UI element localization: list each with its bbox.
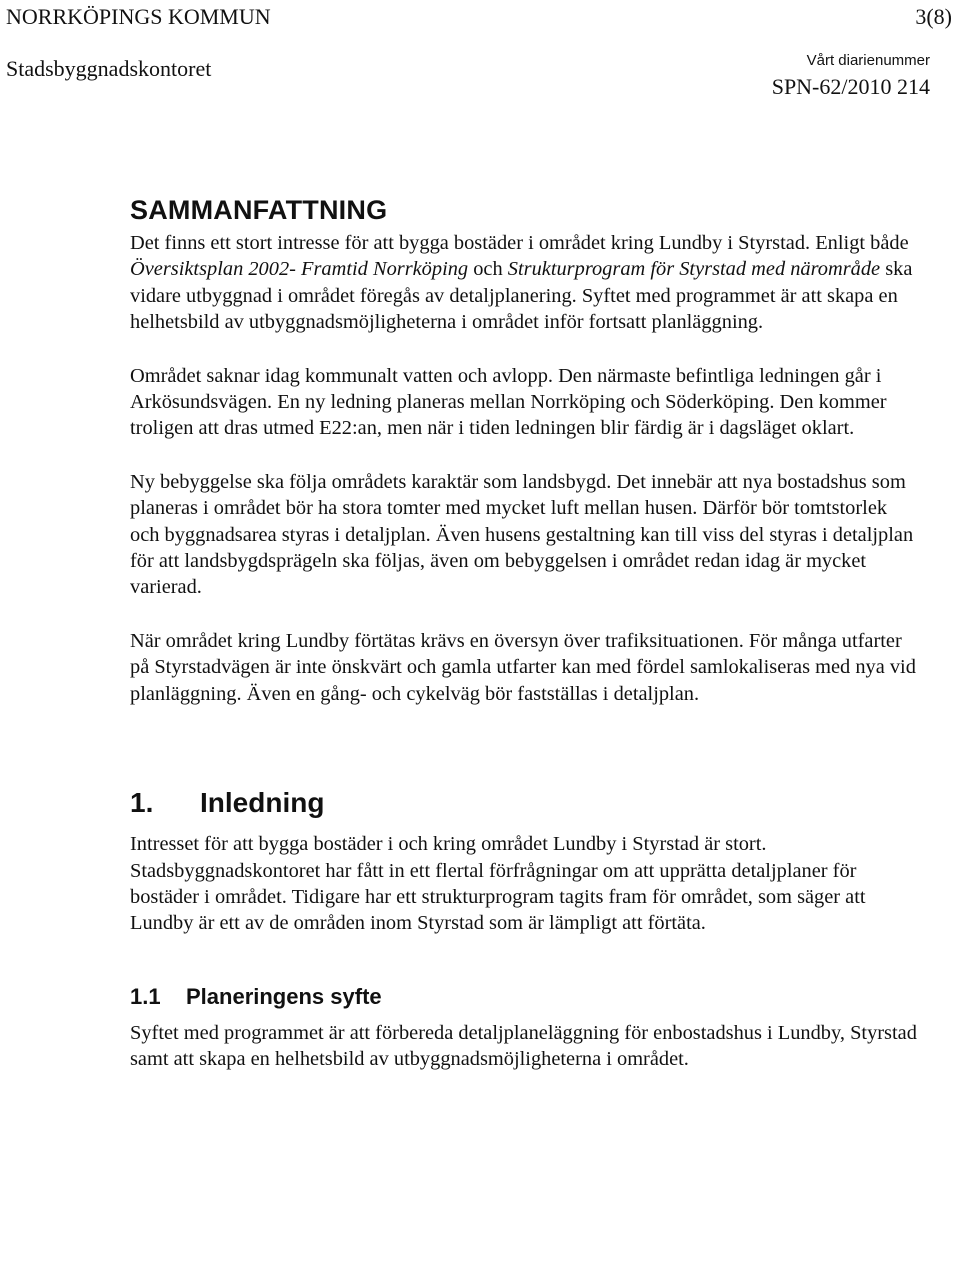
subsection-number: 1.1: [130, 983, 161, 1009]
diary-number-label: Vårt diarienummer: [806, 52, 930, 69]
summary-p1-text-a: Det finns ett stort intresse för att bygga bostäder i området kring Lundby i Styrstad. Enligt både: [130, 232, 909, 254]
inledning-paragraph: Intresset för att bygga bostäder i och kring området Lundby i Styrstad är stort. Stadsbyggnadskontoret har fått in ett flertal förfrågningar om att upprätta detaljplaner för bostäder i området. Tidigare har ett strukturprogram tagits fram för området, som säger att Lundby är ett av de områden inom Styrstad som är lämpligt att förtäta.: [130, 833, 866, 935]
summary-heading: SAMMANFATTNING: [130, 195, 388, 225]
summary-paragraph-1: [130, 230, 920, 336]
section-number: 1.: [130, 787, 154, 819]
subsection-title: Planeringens syfte: [186, 983, 382, 1009]
document-body: [130, 190, 920, 1073]
summary-p1-text-b: och: [468, 258, 508, 281]
summary-p1-text-c: ska vidare utbyggnad i området föregås av detaljplanering. Syftet med programmet är att skapa en helhetsbild av utbyggnadsmöjligheterna i området inför fortsatt planläggning.: [130, 258, 913, 334]
summary-paragraph-4: När området kring Lundby förtätas krävs en översyn över trafiksituationen. För många utfarter på Styrstadvägen är inte önskvärt och gamla utfarter kan med fördel samlokaliseras med nya vid planläggning. Även en gång- och cykelväg bör fastställas i detaljplan.: [130, 629, 916, 705]
planeringens-syfte-paragraph: Syftet med programmet är att förbereda detaljplaneläggning för enbostadshus i Lundby, Styrstad samt att skapa en helhetsbild av utbyggnadsmöjligheterna i området.: [130, 1021, 917, 1071]
diary-number: SPN-62/2010 214: [771, 74, 930, 99]
section-heading-inledning: [130, 785, 920, 821]
plan-title-strukturprogram: Strukturprogram för Styrstad med närområde: [507, 258, 881, 281]
section-title: Inledning: [200, 787, 325, 819]
organization-name: NORRKÖPINGS KOMMUN: [6, 4, 271, 29]
office-name: Stadsbyggnadskontoret: [6, 56, 212, 81]
summary-paragraph-3: Ny bebyggelse ska följa områdets karaktär som landsbygd. Det innebär att nya bostadshus som planeras i området bör ha stora tomter med mycket luft mellan husen. Därför bör tomtstorlek och byggnadsarea styras i detaljplan. Även husens gestaltning kan till viss del styras i detaljplan för att landsbygdsprägeln ska följas, även om bebyggelsen i området redan idag är mycket varierad.: [130, 470, 914, 599]
plan-title-oversiktsplan: Översiktsplan 2002- Framtid Norrköping: [130, 258, 469, 281]
summary-paragraph-2: Området saknar idag kommunalt vatten och avlopp. Den närmaste befintliga ledningen går i Arkösundsvägen. En ny ledning planeras mellan Norrköping och Söderköping. Den kommer troligen att dras utmed E22:an, men när i tiden ledningen blir färdig är i dagsläget oklart.: [130, 364, 887, 440]
subsection-heading-planeringens-syfte: [130, 983, 920, 1011]
page-number: 3(8): [915, 4, 952, 29]
